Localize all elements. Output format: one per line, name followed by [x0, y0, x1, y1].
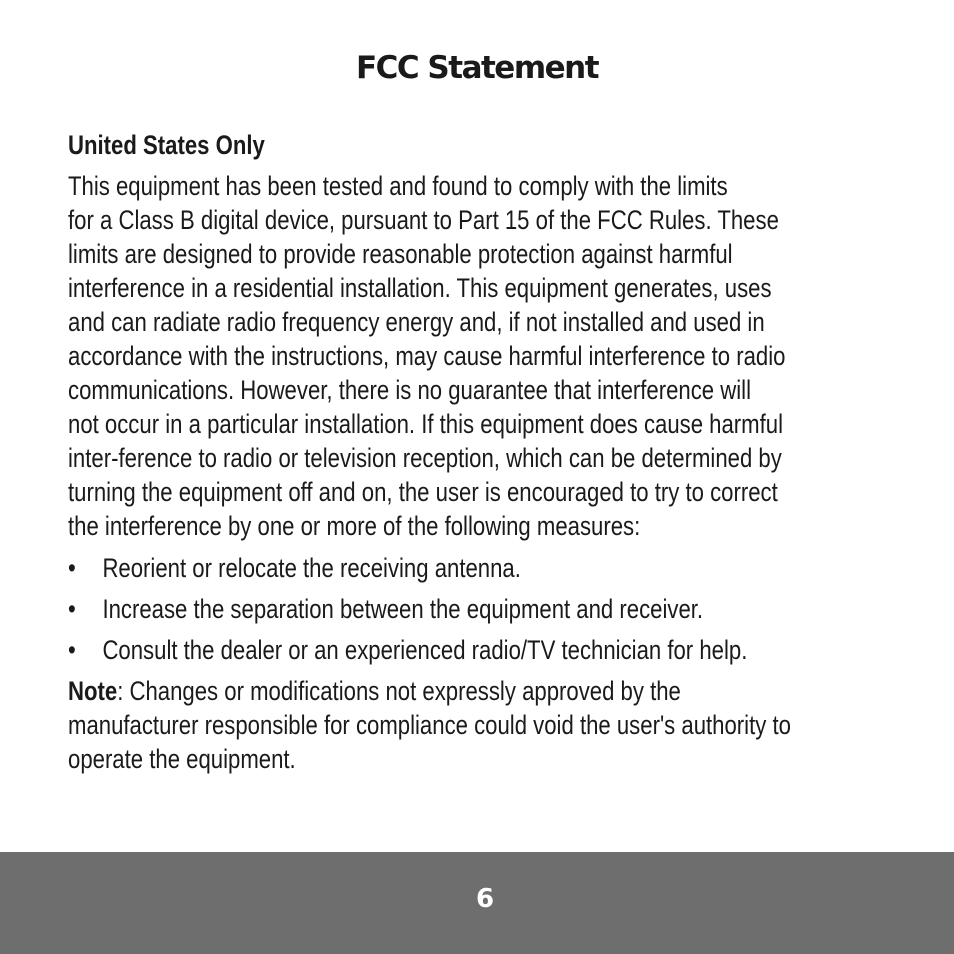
- list-item: [68, 551, 898, 585]
- paragraph-line: limits are designed to provide reasonable protection against harmful: [68, 239, 733, 269]
- list-item: [68, 592, 898, 626]
- condensed-text-block: [68, 128, 898, 776]
- bullet-icon: •: [68, 635, 76, 665]
- paragraph-line: for a Class B digital device, pursuant to Part 15 of the FCC Rules. These: [68, 205, 779, 235]
- note-text: : Changes or modifications not expressly approved by the: [117, 676, 681, 706]
- paragraph-line: communications. However, there is no guarantee that interference will: [68, 375, 752, 405]
- list-item-text: Increase the separation between the equipment and receiver.: [102, 594, 704, 624]
- note-line: operate the equipment.: [68, 744, 296, 774]
- paragraph-line: turning the equipment off and on, the user is encouraged to try to correct: [68, 477, 778, 507]
- list-item-text: Reorient or relocate the receiving antenna.: [102, 553, 521, 583]
- note-paragraph: [68, 674, 898, 776]
- paragraph-line: interference in a residential installation. This equipment generates, uses: [68, 273, 772, 303]
- document-body: [68, 128, 898, 776]
- list-item-text: Consult the dealer or an experienced radio/TV technician for help.: [102, 635, 748, 665]
- page-number: 6: [475, 884, 495, 914]
- bullet-icon: •: [68, 553, 76, 583]
- measures-list: [68, 551, 898, 667]
- note-label: Note: [68, 676, 118, 706]
- fcc-paragraph: [68, 169, 898, 543]
- bullet-icon: •: [68, 594, 76, 624]
- note-line: [68, 674, 898, 708]
- note-line: manufacturer responsible for compliance could void the user's authority to: [68, 710, 791, 740]
- paragraph-line: This equipment has been tested and found to comply with the limits: [68, 171, 728, 201]
- paragraph-line: accordance with the instructions, may cause harmful interference to radio: [68, 341, 786, 371]
- paragraph-line: not occur in a particular installation. If this equipment does cause harmful: [68, 409, 784, 439]
- section-heading: United States Only: [68, 130, 265, 160]
- page-title: FCC Statement: [355, 50, 599, 86]
- paragraph-line: inter-ference to radio or television reception, which can be determined by: [68, 443, 782, 473]
- paragraph-line: the interference by one or more of the following measures:: [68, 511, 641, 541]
- paragraph-line: and can radiate radio frequency energy and, if not installed and used in: [68, 307, 765, 337]
- footer-bar: [0, 852, 954, 954]
- list-item: [68, 633, 898, 667]
